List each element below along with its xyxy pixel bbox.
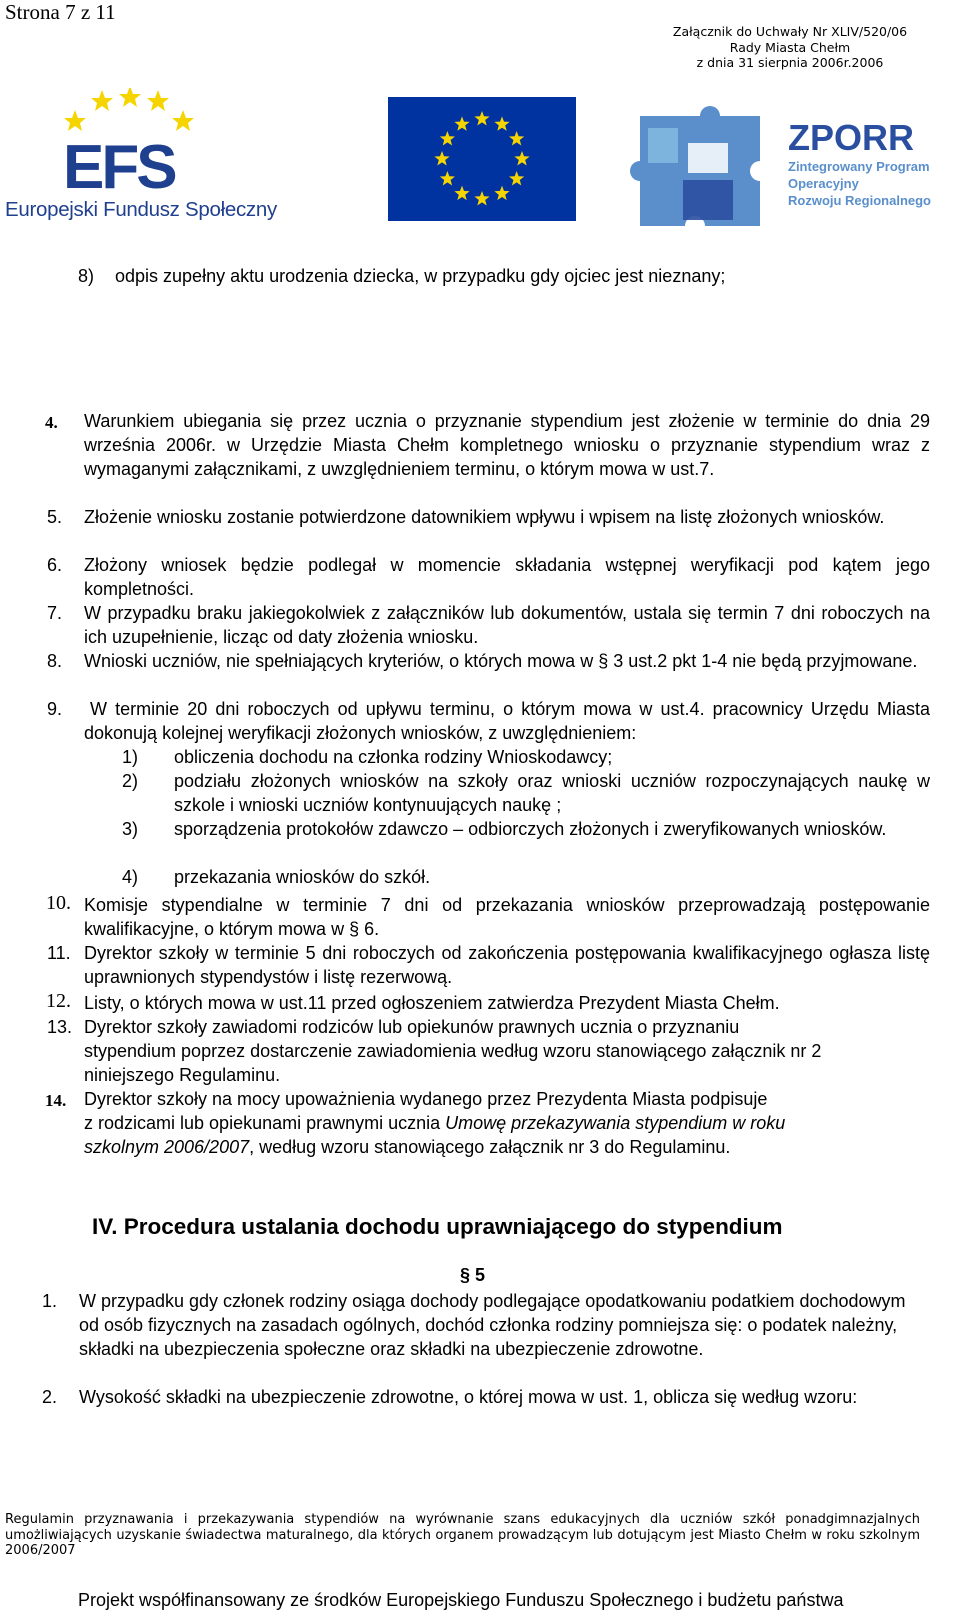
eu-star-icon (454, 186, 469, 201)
section-p2-number: 2. (42, 1387, 58, 1407)
item-4-text: Warunkiem ubiegania się przez ucznia o przyznanie stypendium jest złożenie w terminie do dnia 29 września 2006r. w Urzędzie Miasta Chełm kompletnego wniosku o przyznanie stypendium wraz z wymaganymi załącznikami, z uwzględnieniem terminu, o którym mowa w ust.7. (84, 411, 930, 479)
item-9-sub-2-number: 2) (122, 771, 139, 791)
section-title: IV. Procedura ustalania dochodu uprawniającego do stypendium (92, 1214, 783, 1239)
item-9-sub-4-text: przekazania wniosków do szkół. (174, 867, 431, 887)
item-9-sub-1-number: 1) (122, 747, 139, 767)
page-number: Strona 7 z 11 (5, 0, 116, 24)
eu-star-icon (509, 171, 524, 186)
item-5-text: Złożenie wniosku zostanie potwierdzone datownikiem wpływu i wpisem na listę złożonych wniosków. (84, 507, 885, 527)
item-10-text: Komisje stypendialne w terminie 7 dni od przekazania wniosków przeprowadzają postępowanie kwalifikacyjne, o którym mowa w § 6. (84, 895, 930, 939)
svg-text:Zintegrowany Program: Zintegrowany Program (788, 159, 930, 174)
item-8-top-text: odpis zupełny aktu urodzenia dziecka, w przypadku gdy ojciec jest nieznany; (115, 266, 726, 286)
item-11-text: Dyrektor szkoły w terminie 5 dni roboczych od zakończenia postępowania kwalifikacyjnego ogłasza listę uprawnionych stypendystów i listę rezerwową. (84, 943, 930, 987)
item-12-text: Listy, o których mowa w ust.11 przed ogłoszeniem zatwierdza Prezydent Miasta Chełm. (84, 993, 780, 1013)
item-9-number: 9. (47, 699, 63, 719)
resolution-line-2: Rady Miasta Chełm (729, 39, 851, 55)
item-4-number: 4. (45, 413, 58, 432)
eu-star-icon (494, 186, 509, 201)
eu-star-icon (474, 191, 489, 206)
item-8-top-number: 8) (78, 266, 95, 286)
section-p2-text: Wysokość składki na ubezpieczenie zdrowotne, o której mowa w ust. 1, oblicza się według wzoru: (79, 1387, 858, 1407)
svg-text:Rozwoju Regionalnego: Rozwoju Regionalnego (788, 193, 931, 208)
eu-star-icon (434, 151, 449, 166)
item-6-text: Złożony wniosek będzie podlegał w momencie składania wstępnej weryfikacji pod kątem jego kompletności. (84, 555, 930, 599)
efs-emblem-icon (5, 88, 255, 198)
item-11-number: 11. (47, 943, 71, 963)
efs-caption: Europejski Fundusz Społeczny (5, 198, 277, 221)
footer-project-note: Projekt współfinansowany ze środków Europejskiego Funduszu Społecznego i budżetu państwa (78, 1590, 844, 1610)
item-14-line-2: z rodzicami lub opiekunami prawnymi ucznia Umowę przekazywania stypendium w roku (84, 1113, 786, 1133)
item-6-number: 6. (47, 555, 63, 575)
item-9-sub-2-text: podziału złożonych wniosków na szkoły oraz wnioski uczniów rozpoczynających naukę w szkole i wnioski uczniów kontynuujących naukę ; (174, 771, 930, 815)
eu-star-icon (474, 111, 489, 126)
section-p1-number: 1. (42, 1291, 58, 1311)
item-9-sub-3-text: sporządzenia protokołów zdawczo – odbiorczych złożonych i zweryfikowanych wniosków. (174, 819, 887, 839)
eu-star-icon (514, 151, 529, 166)
paragraph-mark: § 5 (460, 1265, 486, 1285)
item-5-number: 5. (47, 507, 63, 527)
eu-flag-logo (388, 97, 576, 221)
item-8-number: 8. (47, 651, 63, 671)
resolution-line-3: z dnia 31 sierpnia 2006r.2006 (696, 55, 884, 70)
item-13-line-2: stypendium poprzez dostarczenie zawiadomienia według wzoru stanowiącego załącznik nr 2 (84, 1041, 822, 1061)
item-9-sub-1-text: obliczenia dochodu na członka rodziny Wnioskodawcy; (174, 747, 613, 767)
item-13-line-3: niniejszego Regulaminu. (84, 1065, 281, 1085)
item-14-line-1: Dyrektor szkoły na mocy upoważnienia wydanego przez Prezydenta Miasta podpisuje (84, 1089, 768, 1109)
eu-star-icon (440, 131, 455, 146)
efs-logo (5, 88, 277, 233)
svg-text:Operacyjny: Operacyjny (788, 176, 859, 191)
section-p1-text: W przypadku gdy członek rodziny osiąga dochody podlegające opodatkowaniu podatkiem dochodowym od osób fizycznych na zasadach ogólnych, dochód członka rodziny pomniejsza się: o podatek należny, składki na ubezpieczenia społeczne oraz składki na ubezpieczenie zdrowotne. (79, 1291, 906, 1359)
item-14-number: 14. (45, 1091, 67, 1110)
item-8-text: Wnioski uczniów, nie spełniających kryteriów, o których mowa w § 3 ust.2 pkt 1-4 nie będą przyjmowane. (84, 651, 918, 671)
item-13-line-1: Dyrektor szkoły zawiadomi rodziców lub opiekunów prawnych ucznia o przyznaniu (84, 1017, 740, 1037)
item-14-line-3: szkolnym 2006/2007, według wzoru stanowiącego załącznik nr 3 do Regulaminu. (84, 1137, 731, 1157)
svg-text:EFS: EFS (63, 133, 175, 198)
svg-text:ZPORR: ZPORR (788, 117, 914, 158)
eu-stars-icon (388, 97, 576, 221)
item-9-sub-4-number: 4) (122, 867, 139, 887)
item-7-number: 7. (47, 603, 63, 623)
item-9-text: W terminie 20 dni roboczych od upływu terminu, o którym mowa w ust.4. pracownicy Urzędu Miasta dokonują kolejnej weryfikacji złożonych wniosków, z uwzględnieniem: (84, 699, 930, 743)
eu-star-icon (454, 116, 469, 130)
resolution-line-1: Załącznik do Uchwały Nr XLIV/520/06 (672, 24, 908, 39)
item-7-text: W przypadku braku jakiegokolwiek z załączników lub dokumentów, ustala się termin 7 dni roboczych na ich uzupełnienie, licząc od daty złożenia wniosku. (84, 603, 930, 647)
footer-regulation-note: Regulamin przyznawania i przekazywania stypendiów na wyrównanie szans edukacyjnych dla uczniów szkół ponadgimnazjalnych umożliwiających uzyskanie świadectwa maturalnego, dla których organem prowadzącym lub dotującym jest Miasto Chełm w roku szkolnym 2006/2007 (5, 1512, 920, 1558)
puzzle-icon (628, 98, 948, 238)
item-10-number: 10. (46, 892, 71, 914)
zporr-logo (628, 98, 948, 238)
item-12-number: 12. (46, 990, 71, 1012)
item-9-sub-3-number: 3) (122, 819, 139, 839)
resolution-note (640, 24, 940, 71)
eu-star-icon (509, 131, 524, 146)
eu-star-icon (440, 171, 455, 186)
item-13-number: 13. (47, 1017, 73, 1037)
eu-star-icon (494, 116, 509, 130)
